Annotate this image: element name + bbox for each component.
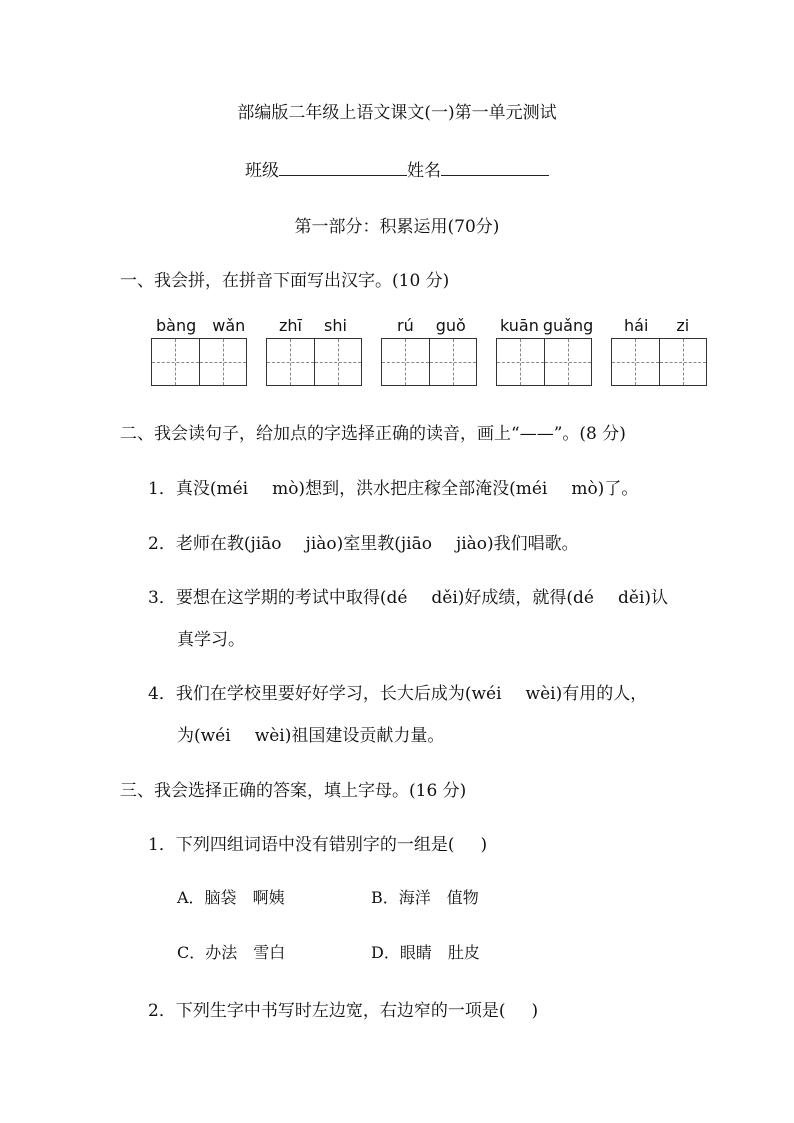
- grid-cell[interactable]: [497, 339, 544, 385]
- question-text: mò)了。: [571, 479, 639, 499]
- question-text: 真没(méi: [175, 479, 249, 499]
- part-title: 第一部分：积累运用(70分): [294, 217, 500, 237]
- question-text: 下列生字中书写时左边宽，右边窄的一项是(: [175, 1001, 506, 1021]
- question-number: 1．: [148, 479, 176, 499]
- option-label: D．眼睛: [371, 943, 432, 962]
- class-blank[interactable]: [279, 157, 407, 176]
- option-d[interactable]: [371, 940, 480, 963]
- grid-cell[interactable]: [544, 339, 592, 385]
- question-3-1: [148, 830, 487, 855]
- question-2-4: [148, 679, 647, 704]
- grid-cell[interactable]: [314, 339, 362, 385]
- question-text: 要想在这学期的考试中取得(dé: [175, 588, 408, 608]
- section2-heading: 二、我会读句子，给加点的字选择正确的读音，画上“——”。(8 分): [120, 424, 626, 444]
- option-a[interactable]: [177, 885, 285, 908]
- question-number: 3．: [148, 588, 176, 608]
- grid-cell[interactable]: [612, 339, 659, 385]
- section1-heading: 一、我会拼，在拼音下面写出汉字。(10 分): [120, 271, 450, 291]
- pinyin-word-1: [156, 316, 245, 335]
- question-text: 我们在学校里要好好学习，长大后成为(wéi: [175, 684, 502, 704]
- question-number: 1．: [148, 835, 176, 855]
- pinyin-syllable: wǎn: [212, 316, 246, 335]
- writing-grid-2[interactable]: [266, 338, 362, 386]
- option-word: 雪白: [253, 943, 286, 962]
- pinyin-syllable: zhī: [279, 316, 302, 335]
- question-text: 为(wéi: [177, 726, 231, 746]
- option-b[interactable]: [371, 885, 479, 908]
- writing-grid-5[interactable]: [611, 338, 707, 386]
- grid-cell[interactable]: [659, 339, 707, 385]
- pinyin-syllable: zi: [676, 316, 690, 335]
- pinyin-word-3: [397, 316, 466, 335]
- question-text: ): [480, 835, 488, 855]
- option-word: 肚皮: [447, 943, 480, 962]
- writing-grid-3[interactable]: [381, 338, 477, 386]
- question-text: jiào)室里教(jiāo: [305, 534, 432, 554]
- question-text: mò)想到，洪水把庄稼全部淹没(méi: [272, 479, 548, 499]
- option-word: 啊姨: [252, 888, 285, 907]
- pinyin-syllable: shi: [323, 316, 347, 335]
- question-number: 2．: [148, 534, 176, 554]
- question-text: 老师在教(jiāo: [175, 534, 282, 554]
- question-2-1: [148, 474, 638, 499]
- class-label: 班级: [245, 161, 279, 181]
- question-text: děi)好成绩，就得(dé: [431, 588, 594, 608]
- question-number: 2．: [148, 1001, 176, 1021]
- name-blank[interactable]: [441, 157, 549, 176]
- page-title: 部编版二年级上语文课文(一)第一单元测试: [237, 103, 557, 123]
- grid-cell[interactable]: [429, 339, 477, 385]
- grid-cell[interactable]: [382, 339, 429, 385]
- question-2-3: [148, 583, 668, 608]
- pinyin-syllable: guǎng: [542, 316, 594, 335]
- question-3-2: [148, 996, 538, 1021]
- question-text: wèi)祖国建设贡献力量。: [254, 726, 445, 746]
- section3-heading: 三、我会选择正确的答案，填上字母。(16 分): [120, 781, 467, 801]
- class-name-line: [245, 156, 549, 181]
- option-label: B．海洋: [371, 888, 431, 907]
- question-text: wèi)有用的人，: [525, 684, 648, 704]
- pinyin-syllable: rú: [397, 316, 414, 335]
- question-2-4-continued: [177, 721, 444, 746]
- pinyin-syllable: bàng: [156, 316, 197, 335]
- question-number: 4．: [148, 684, 176, 704]
- question-text: 下列四组词语中没有错别字的一组是(: [175, 835, 455, 855]
- question-2-3-continued: 真学习。: [177, 630, 245, 650]
- question-text: jiào)我们唱歌。: [455, 534, 579, 554]
- question-text: ): [531, 1001, 539, 1021]
- grid-cell[interactable]: [152, 339, 199, 385]
- pinyin-word-4: [500, 316, 593, 335]
- pinyin-word-5: [624, 316, 689, 335]
- option-label: C．办法: [177, 943, 238, 962]
- pinyin-word-2: [279, 316, 347, 335]
- grid-cell[interactable]: [199, 339, 247, 385]
- pinyin-syllable: guǒ: [435, 316, 466, 335]
- writing-grid-4[interactable]: [496, 338, 592, 386]
- question-text: děi)认: [618, 588, 669, 608]
- grid-cell[interactable]: [267, 339, 314, 385]
- option-word: 值物: [446, 888, 479, 907]
- question-2-2: [148, 529, 579, 554]
- option-label: A．脑袋: [177, 888, 237, 907]
- name-label: 姓名: [407, 161, 441, 181]
- writing-grid-1[interactable]: [151, 338, 247, 386]
- pinyin-syllable: kuān: [500, 316, 539, 335]
- pinyin-syllable: hái: [624, 316, 649, 335]
- option-c[interactable]: [177, 940, 285, 963]
